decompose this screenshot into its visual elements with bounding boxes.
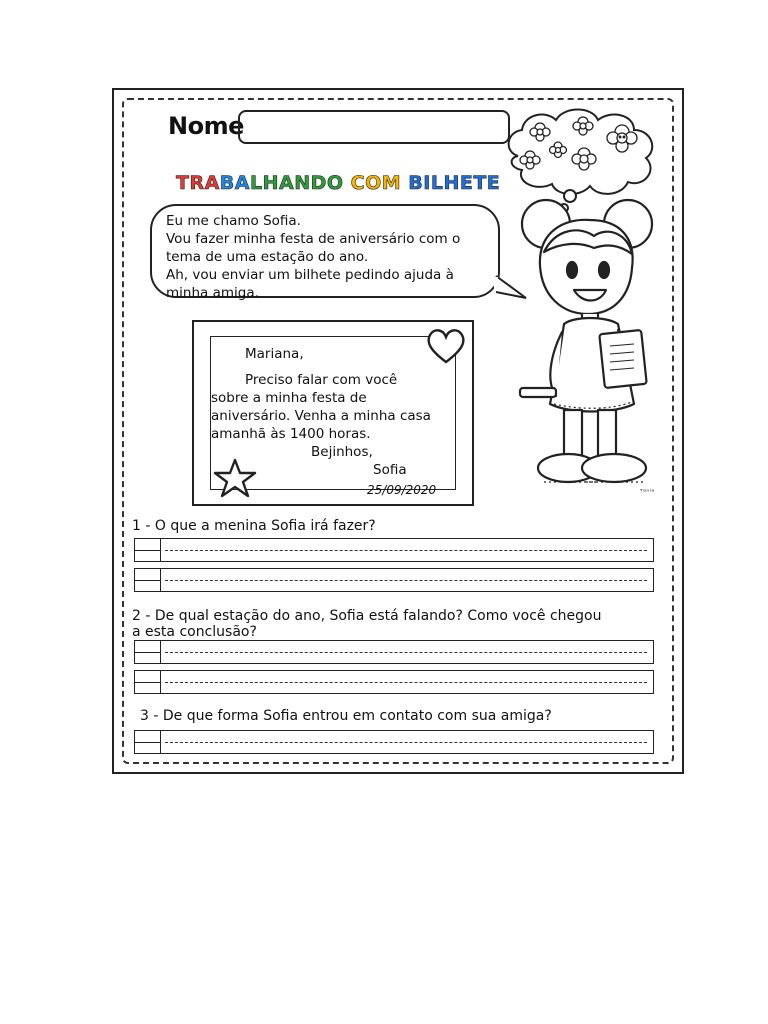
title-space [344,172,351,194]
line-margin [135,641,161,663]
line-margin [135,539,161,561]
note-date: 25/09/2020 [367,483,437,497]
line-guide [165,682,647,683]
name-label: Nome [168,112,244,140]
question-1: 1 - O que a menina Sofia irá fazer? [132,518,376,534]
artist-signature: ᵀᵃⁿⁱᵃ [640,488,655,496]
title-part: BILHETE [408,172,501,194]
answer-line[interactable] [134,568,654,592]
line-guide [165,652,647,653]
answer-line[interactable] [134,640,654,664]
star-icon [212,458,258,498]
line-guide [165,550,647,551]
speech-line: Vou fazer minha festa de aniversário com o [166,231,461,247]
heart-icon [424,326,468,366]
title-part: BA [219,172,250,194]
note-closing: Bejinhos, [311,444,373,460]
note-body-line: amanhã às 1400 horas. [211,426,371,442]
line-guide [165,742,647,743]
line-margin [135,569,161,591]
speech-line: tema de uma estação do ano. [166,249,369,265]
answer-line[interactable] [134,538,654,562]
answer-line[interactable] [134,670,654,694]
girl-character-illustration [510,196,672,498]
speech-bubble [150,204,500,301]
name-input-box[interactable] [238,110,510,144]
question-2-continued: a esta conclusão? [132,624,257,640]
note-body-line: Preciso falar com você [245,372,398,388]
note-body-line: sobre a minha festa de [211,390,367,406]
title-part: LHANDO [249,172,344,194]
note-greeting: Mariana, [245,346,304,362]
answer-line[interactable] [134,730,654,754]
line-margin [135,671,161,693]
worksheet-title [176,172,500,194]
title-part: COM [350,172,402,194]
question-2: 2 - De qual estação do ano, Sofia está falando? Como você chegou [132,608,602,624]
speech-line: Eu me chamo Sofia. [166,213,301,229]
line-guide [165,580,647,581]
speech-line: minha amiga. [166,285,259,301]
note-signature: Sofia [373,462,407,478]
speech-line: Ah, vou enviar um bilhete pedindo ajuda à [166,267,454,283]
line-margin [135,731,161,753]
question-3: 3 - De que forma Sofia entrou em contato com sua amiga? [140,708,552,724]
note-body-line: aniversário. Venha a minha casa [211,408,431,424]
title-part: TRA [176,172,220,194]
